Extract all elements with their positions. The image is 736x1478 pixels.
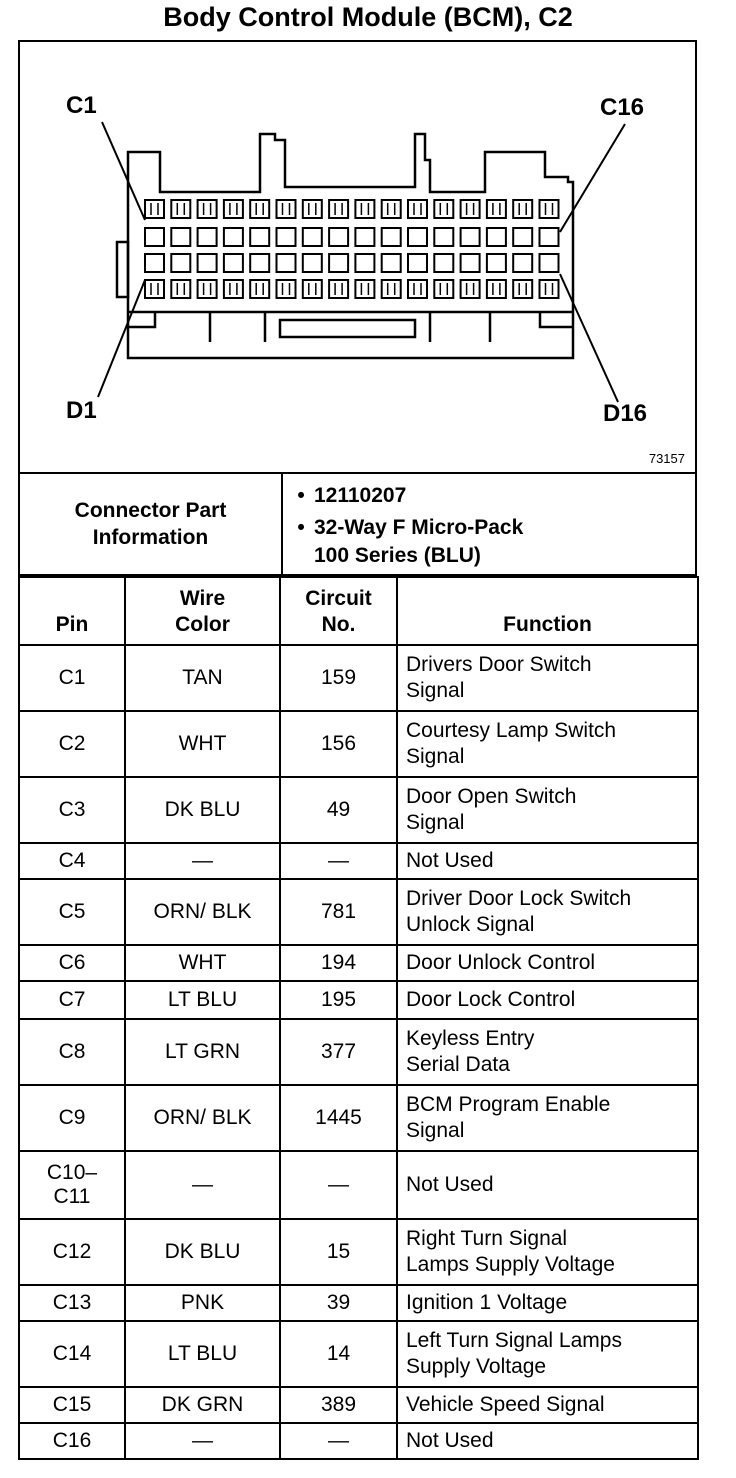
pin-cavity [277,280,296,298]
cell-function: Not Used [397,1423,698,1459]
pin-cavity [198,254,217,272]
part-number: 12110207 [314,484,407,507]
pin-cavity [329,228,348,246]
cell-pin: C1 [19,645,125,711]
cell-wire-color: TAN [125,645,280,711]
pin-cavity [487,254,506,272]
table-row [19,1321,698,1387]
cell-circuit-no: — [280,1151,397,1219]
pin-cavity [408,228,427,246]
cell-function: Not Used [397,1151,698,1219]
pin-cavity [145,280,164,298]
pin-cavity [461,280,480,298]
cell-circuit-no: 49 [280,777,397,843]
pin-cavity [540,280,559,298]
header-pin: Pin [19,577,125,645]
cell-circuit-no: 194 [280,945,397,981]
table-header-row [19,577,698,645]
pin-cavity [198,228,217,246]
cell-function: Right Turn Signal Lamps Supply Voltage [397,1219,698,1285]
pin-cavity [171,200,190,218]
page-title: Body Control Module (BCM), C2 [163,2,573,32]
pin-cavity [145,200,164,218]
table-row [19,1085,698,1151]
pin-cavity [198,280,217,298]
cell-circuit-no: 377 [280,1019,397,1085]
cell-function: Keyless Entry Serial Data [397,1019,698,1085]
cell-function: Ignition 1 Voltage [397,1285,698,1321]
label-d16: D16 [603,400,648,427]
pin-cavity [355,200,374,218]
header-circuit-no: Circuit No. [280,577,397,645]
pin-cavity [434,254,453,272]
pin-cavity [461,200,480,218]
pin-cavity [224,280,243,298]
pin-cavity [198,200,217,218]
cell-circuit-no: 389 [280,1387,397,1423]
table-row [19,1151,698,1219]
pin-cavity [224,254,243,272]
pin-cavity [329,280,348,298]
cell-wire-color: ORN/ BLK [125,1085,280,1151]
cell-wire-color: — [125,1151,280,1219]
cell-circuit-no: 159 [280,645,397,711]
pin-cavity [303,254,322,272]
cell-wire-color: PNK [125,1285,280,1321]
pin-cavity [277,228,296,246]
cell-function: Driver Door Lock Switch Unlock Signal [397,879,698,945]
cell-pin: C13 [19,1285,125,1321]
pin-cavity [540,200,559,218]
table-row [19,645,698,711]
cell-circuit-no: 14 [280,1321,397,1387]
pin-cavity [540,254,559,272]
cell-circuit-no: 1445 [280,1085,397,1151]
cell-pin: C7 [19,981,125,1019]
pin-cavity [355,254,374,272]
pin-cavity [487,280,506,298]
header-wire-color: Wire Color [125,577,280,645]
cell-function: Not Used [397,843,698,879]
figure-number: 73157 [648,451,685,466]
pin-cavity [382,254,401,272]
pin-cavity [303,200,322,218]
pin-cavity [408,254,427,272]
cell-function: Courtesy Lamp Switch Signal [397,711,698,777]
bullet: • [297,516,305,539]
pin-cavity [461,254,480,272]
pin-cavity [250,280,269,298]
pin-cavity [513,280,532,298]
pin-cavity [250,254,269,272]
cell-circuit-no: — [280,843,397,879]
cell-wire-color: LT GRN [125,1019,280,1085]
cell-function: Door Open Switch Signal [397,777,698,843]
connector-series: 100 Series (BLU) [314,544,481,567]
cell-pin: C8 [19,1019,125,1085]
table-row [19,777,698,843]
pin-table [18,576,699,1460]
cell-circuit-no: 39 [280,1285,397,1321]
connector-info-label-line2: Information [92,526,209,549]
cell-wire-color: — [125,843,280,879]
pin-cavity [171,280,190,298]
cell-circuit-no: 156 [280,711,397,777]
cell-wire-color: DK BLU [125,777,280,843]
cell-pin: C5 [19,879,125,945]
table-row [19,1285,698,1321]
cell-function: Vehicle Speed Signal [397,1387,698,1423]
pin-cavity [277,254,296,272]
table-row [19,1019,698,1085]
table-row [19,1387,698,1423]
cell-pin: C10– C11 [19,1151,125,1219]
table-row [19,981,698,1019]
cell-wire-color: WHT [125,711,280,777]
cell-pin: C9 [19,1085,125,1151]
connector-info-label [20,474,283,574]
cell-pin: C15 [19,1387,125,1423]
pin-cavity [224,228,243,246]
pin-cavity [355,280,374,298]
pin-cavity [250,200,269,218]
pin-cavity [250,228,269,246]
pin-cavity [145,228,164,246]
table-row [19,1219,698,1285]
pin-cavity [434,228,453,246]
connector-drawing [20,42,695,472]
connector-type: 32-Way F Micro-Pack [314,516,524,539]
cell-circuit-no: 15 [280,1219,397,1285]
pin-cavity [540,228,559,246]
cell-pin: C14 [19,1321,125,1387]
connector-info-values [288,482,523,570]
cell-pin: C6 [19,945,125,981]
pin-cavity [171,228,190,246]
table-row [19,1423,698,1459]
pin-cavity [408,280,427,298]
cell-wire-color: DK BLU [125,1219,280,1285]
pin-cavity [513,200,532,218]
pin-cavity [487,228,506,246]
cell-function: Door Lock Control [397,981,698,1019]
cell-pin: C3 [19,777,125,843]
cell-function: Drivers Door Switch Signal [397,645,698,711]
connector-info-item [288,514,523,542]
cell-wire-color: DK GRN [125,1387,280,1423]
cell-wire-color: — [125,1423,280,1459]
cell-function: BCM Program Enable Signal [397,1085,698,1151]
pin-cavity [382,280,401,298]
connector-info-label-line1: Connector Part [74,499,227,522]
table-row [19,711,698,777]
pin-cavity [461,228,480,246]
pin-cavity [277,200,296,218]
label-c1: C1 [66,92,97,119]
label-d1: D1 [66,397,97,424]
cell-pin: C16 [19,1423,125,1459]
cell-circuit-no: — [280,1423,397,1459]
label-c16: C16 [600,94,645,121]
pin-cavity [513,254,532,272]
table-row [19,879,698,945]
header-function: Function [397,577,698,645]
pin-cavity [329,254,348,272]
cell-wire-color: LT BLU [125,1321,280,1387]
pin-cavity [224,200,243,218]
cell-function: Door Unlock Control [397,945,698,981]
table-row [19,945,698,981]
pin-cavity [513,228,532,246]
cell-wire-color: ORN/ BLK [125,879,280,945]
cell-wire-color: LT BLU [125,981,280,1019]
pin-cavity [303,228,322,246]
connector-pins [145,200,559,298]
connector-part-info [18,474,697,576]
pin-cavity [145,254,164,272]
connector-diagram [18,40,697,474]
pin-cavity [408,200,427,218]
pin-cavity [303,280,322,298]
pin-cavity [355,228,374,246]
cell-pin: C4 [19,843,125,879]
pin-cavity [329,200,348,218]
pin-cavity [382,200,401,218]
cell-circuit-no: 781 [280,879,397,945]
cell-pin: C2 [19,711,125,777]
pin-cavity [434,200,453,218]
pin-cavity [434,280,453,298]
connector-info-item [288,542,523,570]
cell-circuit-no: 195 [280,981,397,1019]
table-row [19,843,698,879]
pin-cavity [487,200,506,218]
pin-cavity [382,228,401,246]
pin-cavity [171,254,190,272]
cell-wire-color: WHT [125,945,280,981]
cell-function: Left Turn Signal Lamps Supply Voltage [397,1321,698,1387]
bullet: • [297,484,305,507]
connector-info-item [288,482,523,510]
cell-pin: C12 [19,1219,125,1285]
